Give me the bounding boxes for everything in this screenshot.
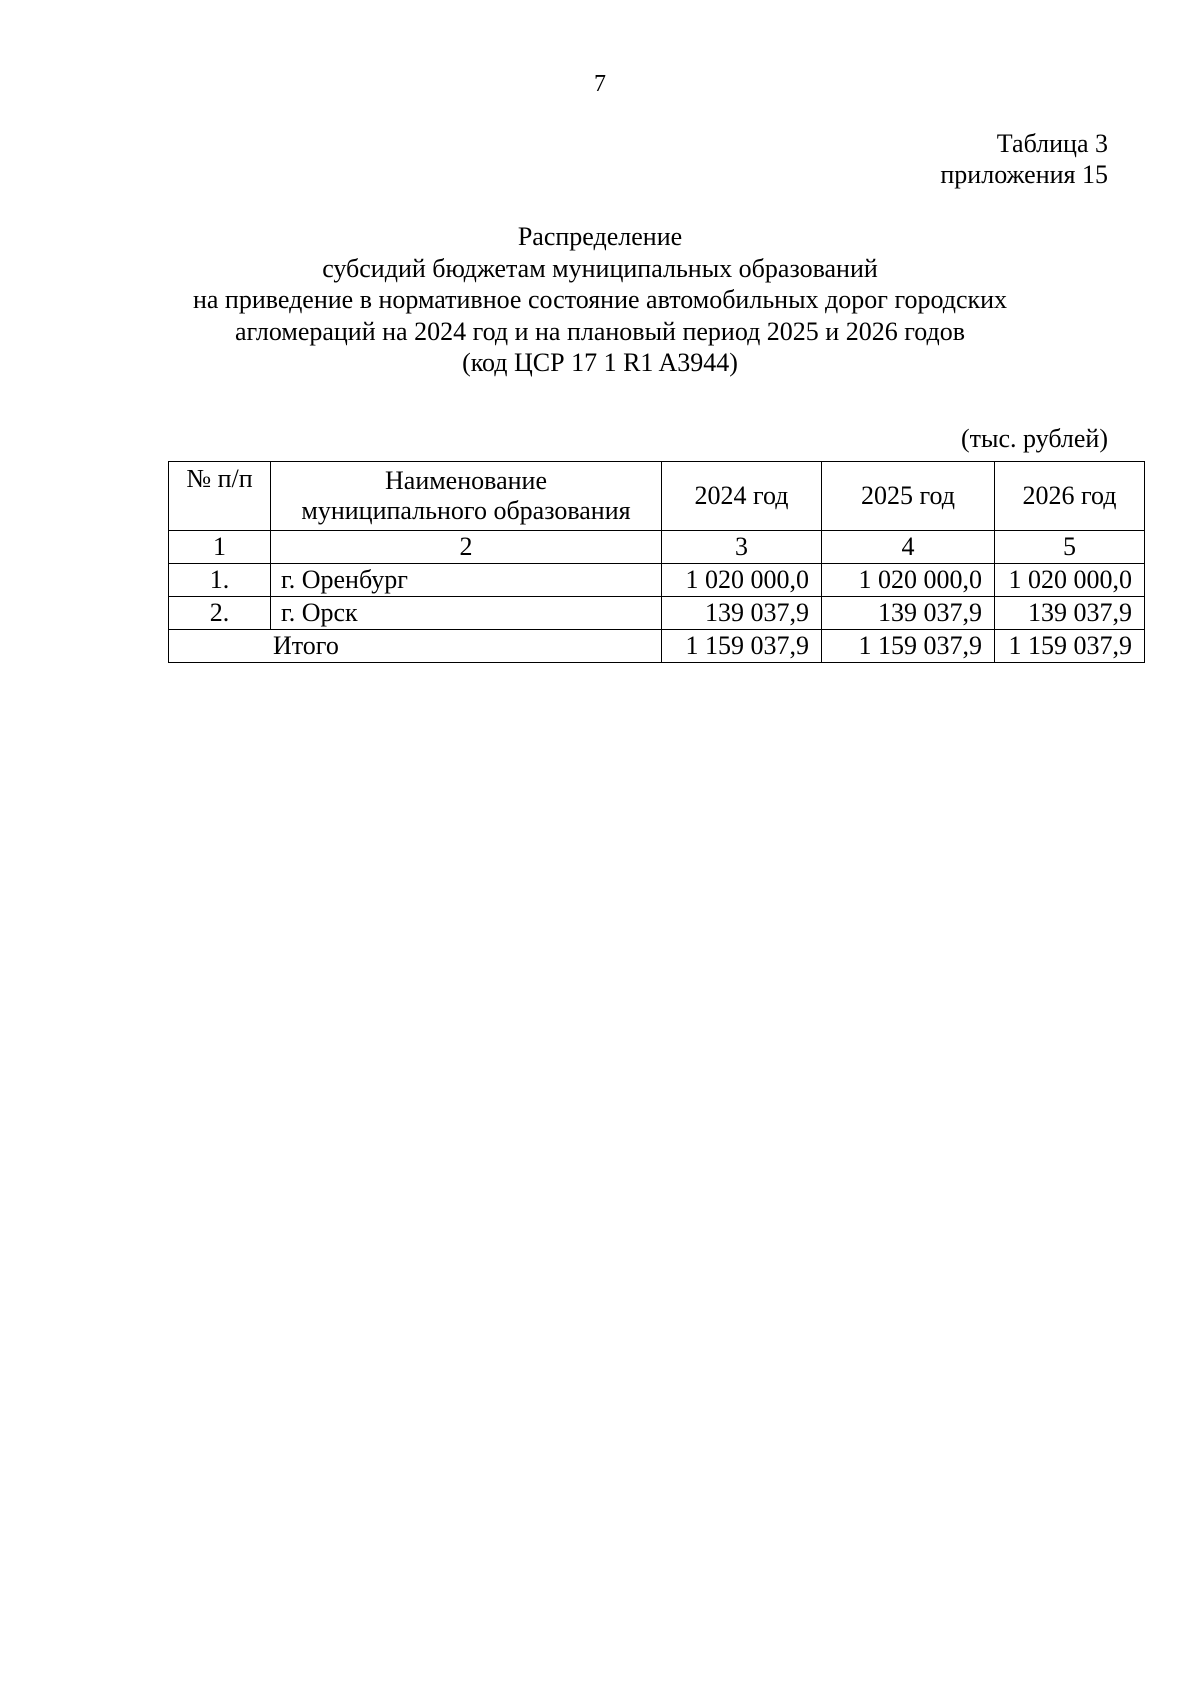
page-number: 7 — [594, 71, 606, 97]
header-no: № п/п — [169, 462, 271, 531]
row-number: 2. — [169, 597, 271, 630]
table-reference-line2: приложения 15 — [940, 160, 1108, 189]
value-2026: 1 020 000,0 — [995, 564, 1145, 597]
column-number-row — [169, 531, 1145, 564]
units-label: (тыс. рублей) — [960, 424, 1108, 453]
header-2026: 2026 год — [995, 462, 1145, 531]
value-2025: 139 037,9 — [822, 597, 995, 630]
table-header-row — [169, 462, 1145, 531]
header-name-line1: Наименование — [385, 466, 547, 495]
total-2024: 1 159 037,9 — [662, 630, 822, 663]
table-reference-line1: Таблица 3 — [996, 129, 1108, 158]
total-2026: 1 159 037,9 — [995, 630, 1145, 663]
table-row — [169, 564, 1145, 597]
column-number: 3 — [662, 531, 822, 564]
total-label: Итого — [169, 630, 662, 663]
header-name-line2: муниципального образования — [301, 496, 631, 525]
value-2024: 1 020 000,0 — [662, 564, 822, 597]
municipality-name: г. Оренбург — [271, 564, 662, 597]
value-2026: 139 037,9 — [995, 597, 1145, 630]
table-row — [169, 597, 1145, 630]
value-2025: 1 020 000,0 — [822, 564, 995, 597]
column-number: 1 — [169, 531, 271, 564]
municipality-name: г. Орск — [271, 597, 662, 630]
column-number: 4 — [822, 531, 995, 564]
document-title — [140, 221, 1060, 379]
header-2025: 2025 год — [822, 462, 995, 531]
total-2025: 1 159 037,9 — [822, 630, 995, 663]
title-line-1: Распределение — [517, 222, 683, 251]
value-2024: 139 037,9 — [662, 597, 822, 630]
title-line-4: агломераций на 2024 год и на плановый период 2025 и 2026 годов — [235, 316, 965, 346]
table-reference — [940, 128, 1108, 190]
title-line-2: субсидий бюджетам муниципальных образований — [322, 253, 878, 283]
header-name — [271, 462, 662, 531]
title-line-3: на приведение в нормативное состояние автомобильных дорог городских — [192, 285, 1008, 314]
row-number: 1. — [169, 564, 271, 597]
title-line-5: (код ЦСР 17 1 R1 A3944) — [462, 348, 738, 377]
header-2024: 2024 год — [662, 462, 822, 531]
column-number: 2 — [271, 531, 662, 564]
total-row — [169, 630, 1145, 663]
subsidy-table — [168, 461, 1145, 663]
column-number: 5 — [995, 531, 1145, 564]
